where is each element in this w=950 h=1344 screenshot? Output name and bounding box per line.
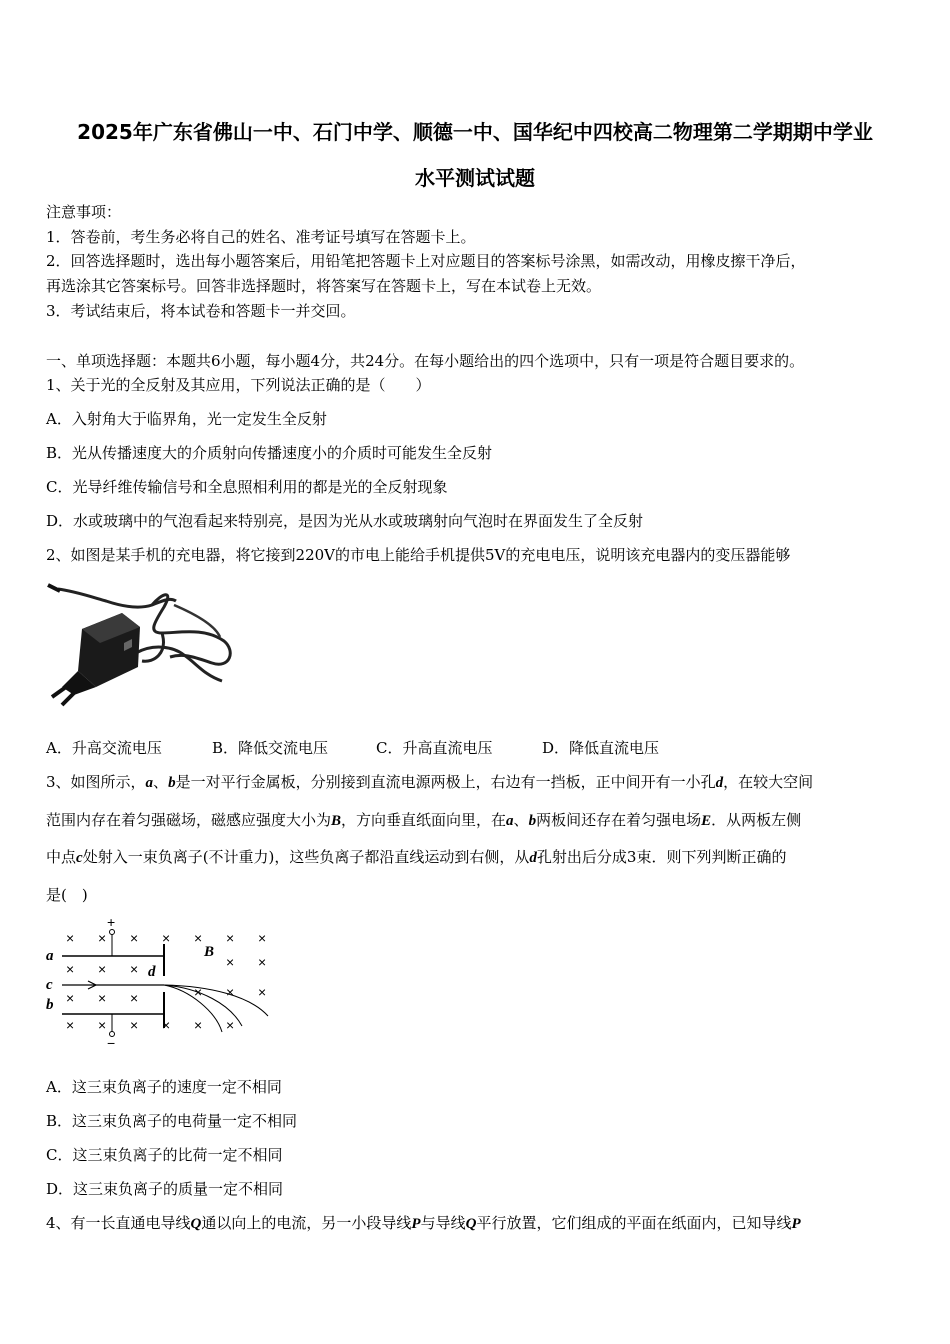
svg-text:×: × [258, 984, 267, 1000]
q3-line-1: 3、如图所示，a、b是一对平行金属板，分别接到直流电源两极上，右边有一挡板，正中间开有一小孔d，在较大空间 [46, 773, 814, 791]
page-title-line1: 2025年广东省佛山一中、石门中学、顺德一中、国华纪中四校高二物理第二学期期中学业 [77, 120, 873, 144]
q2-option-c: C．升高直流电压 [376, 739, 493, 757]
q3-option-a: A．这三束负离子的速度一定不相同 [46, 1078, 282, 1096]
svg-text:×: × [258, 954, 267, 970]
svg-text:×: × [162, 1017, 171, 1033]
q1-option-c: C．光导纤维传输信号和全息照相利用的都是光的全反射现象 [46, 478, 448, 496]
notice-item-2b: 再选涂其它答案标号。回答非选择题时，将答案写在答题卡上，写在本试卷上无效。 [46, 277, 602, 295]
svg-text:×: × [66, 990, 75, 1006]
svg-text:×: × [130, 961, 139, 977]
svg-text:×: × [130, 990, 139, 1006]
svg-text:×: × [66, 1017, 75, 1033]
svg-text:×: × [130, 1017, 139, 1033]
q1-stem: 1、关于光的全反射及其应用，下列说法正确的是（ ） [46, 376, 431, 394]
svg-text:×: × [98, 930, 107, 946]
label-a: a [46, 948, 54, 964]
q3-line-3: 中点c处射入一束负离子(不计重力)，这些负离子都沿直线运动到右侧，从d孔射出后分成3束．则下列判断正确的 [46, 848, 787, 866]
q2-option-d: D．降低直流电压 [542, 739, 660, 757]
label-b: b [46, 997, 54, 1013]
label-minus: − [107, 1035, 116, 1048]
q3-line-2: 范围内存在着匀强磁场，磁感应强度大小为B，方向垂直纸面向里，在a、b两板间还存在着匀强电场E．从两板左侧 [46, 811, 802, 829]
notice-item-2a: 2．回答选择题时，选出每小题答案后，用铅笔把答题卡上对应题目的答案标号涂黑，如需改动，用橡皮擦干净后， [46, 252, 806, 270]
label-plus: + [107, 914, 116, 930]
svg-text:×: × [66, 930, 75, 946]
q1-option-a: A．入射角大于临界角，光一定发生全反射 [46, 410, 327, 428]
q3-line-4: 是( ) [46, 886, 88, 904]
charger-image [44, 583, 240, 709]
svg-text:×: × [258, 930, 267, 946]
notice-item-3: 3．考试结束后，将本试卷和答题卡一并交回。 [46, 302, 356, 320]
label-d: d [148, 964, 156, 980]
svg-text:×: × [98, 1017, 107, 1033]
q2-stem: 2、如图是某手机的充电器，将它接到220V的市电上能给手机提供5V的充电电压，说明该充电器内的变压器能够 [46, 546, 791, 564]
field-diagram [40, 914, 280, 1048]
q4-stem: 4、有一长直通电导线Q通以向上的电流，另一小段导线P与导线Q平行放置，它们组成的平面在纸面内，已知导线P [46, 1214, 801, 1232]
q1-option-b: B．光从传播速度大的介质射向传播速度小的介质时可能发生全反射 [46, 444, 493, 462]
svg-text:×: × [226, 984, 235, 1000]
label-B: B [204, 944, 215, 960]
svg-text:×: × [66, 961, 75, 977]
svg-text:×: × [226, 930, 235, 946]
svg-text:×: × [226, 1017, 235, 1033]
q3-option-c: C．这三束负离子的比荷一定不相同 [46, 1146, 283, 1164]
section-heading: 一、单项选择题：本题共6小题，每小题4分，共24分。在每小题给出的四个选项中，只有一项是符合题目要求的。 [46, 352, 805, 370]
q3-option-d: D．这三束负离子的质量一定不相同 [46, 1180, 284, 1198]
q3-option-b: B．这三束负离子的电荷量一定不相同 [46, 1112, 298, 1130]
q1-option-d: D．水或玻璃中的气泡看起来特别亮，是因为光从水或玻璃射向气泡时在界面发生了全反射 [46, 512, 644, 530]
svg-text:×: × [98, 961, 107, 977]
svg-text:×: × [162, 930, 171, 946]
svg-text:×: × [130, 930, 139, 946]
notice-item-1: 1．答卷前，考生务必将自己的姓名、准考证号填写在答题卡上。 [46, 228, 476, 246]
page-title-line2: 水平测试试题 [415, 166, 535, 190]
q2-option-b: B．降低交流电压 [212, 739, 329, 757]
svg-text:×: × [226, 954, 235, 970]
q2-option-a: A．升高交流电压 [46, 739, 162, 757]
svg-text:×: × [194, 1017, 203, 1033]
notice-heading: 注意事项： [46, 203, 122, 221]
svg-text:×: × [194, 930, 203, 946]
svg-text:×: × [98, 990, 107, 1006]
label-c: c [46, 977, 53, 993]
svg-text:×: × [194, 984, 203, 1000]
